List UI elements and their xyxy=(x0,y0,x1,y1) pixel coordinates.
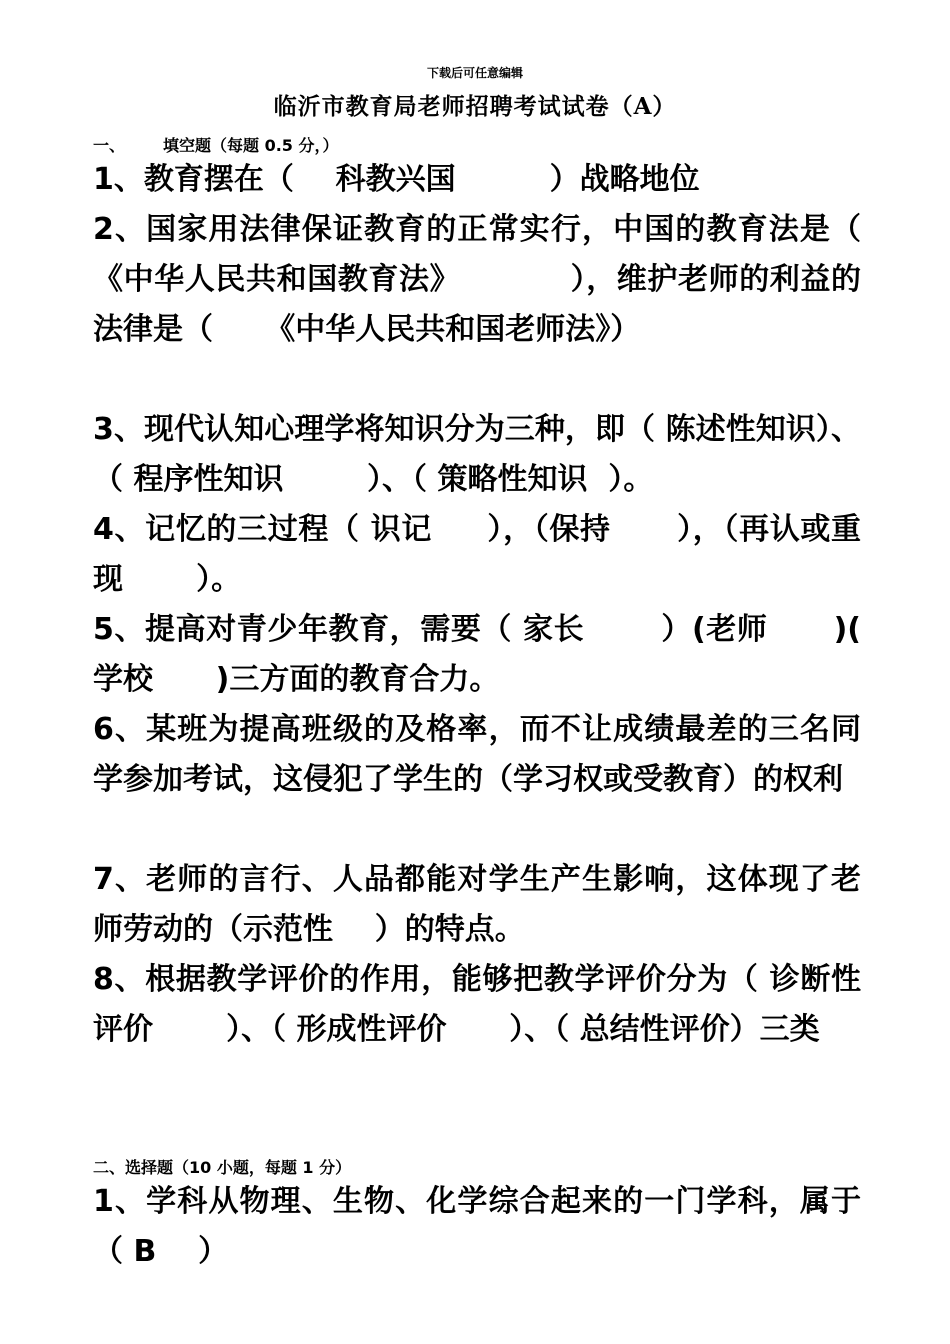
section-fill-heading xyxy=(93,133,339,156)
fill-question-7: 7、老师的言行、人品都能对学生产生影响，这体现了老师劳动的（示范性 ）的特点。 xyxy=(93,862,861,947)
fill-question-5: 5、提高对青少年教育，需要（ 家长 ）(老师 )( 学校 )三方面的教育合力。 xyxy=(93,612,872,697)
fill-question-1: 1、教育摆在（ 科教兴国 ）战略地位 xyxy=(93,162,700,197)
section-choice-heading: 二、选择题（10 小题，每题 1 分） xyxy=(93,1158,352,1177)
fill-question-3: 3、现代认知心理学将知识分为三种，即（ 陈述性知识）、（ 程序性知识 ）、（ 策略性知识 ）。 xyxy=(93,412,861,497)
header-note: 下载后可任意编辑 xyxy=(426,66,523,80)
section-label: 填空题（每题 0.5 分，） xyxy=(163,136,339,155)
choice-question-1: 1、学科从物理、生物、化学综合起来的一门学科，属于（ B ） xyxy=(93,1184,861,1269)
fill-question-2: 2、国家用法律保证教育的正常实行，中国的教育法是（ 《中华人民共和国教育法》 ），维护老师的利益的法律是（ 《中华人民共和国老师法》） xyxy=(93,212,882,347)
fill-question-6: 6、某班为提高班级的及格率，而不让成绩最差的三名同学参加考试，这侵犯了学生的（学习权或受教育）的权利 xyxy=(93,712,861,797)
section-number: 一、 xyxy=(93,136,126,155)
fill-question-8: 8、根据教学评价的作用，能够把教学评价分为（ 诊断性评价 ）、（ 形成性评价 ）、（ 总结性评价）三类 xyxy=(93,962,861,1047)
fill-question-4: 4、记忆的三过程（ 识记 ），（保持 ），（再认或重现 ）。 xyxy=(93,512,861,597)
page-title: 临沂市教育局老师招聘考试试卷（A） xyxy=(273,93,677,120)
